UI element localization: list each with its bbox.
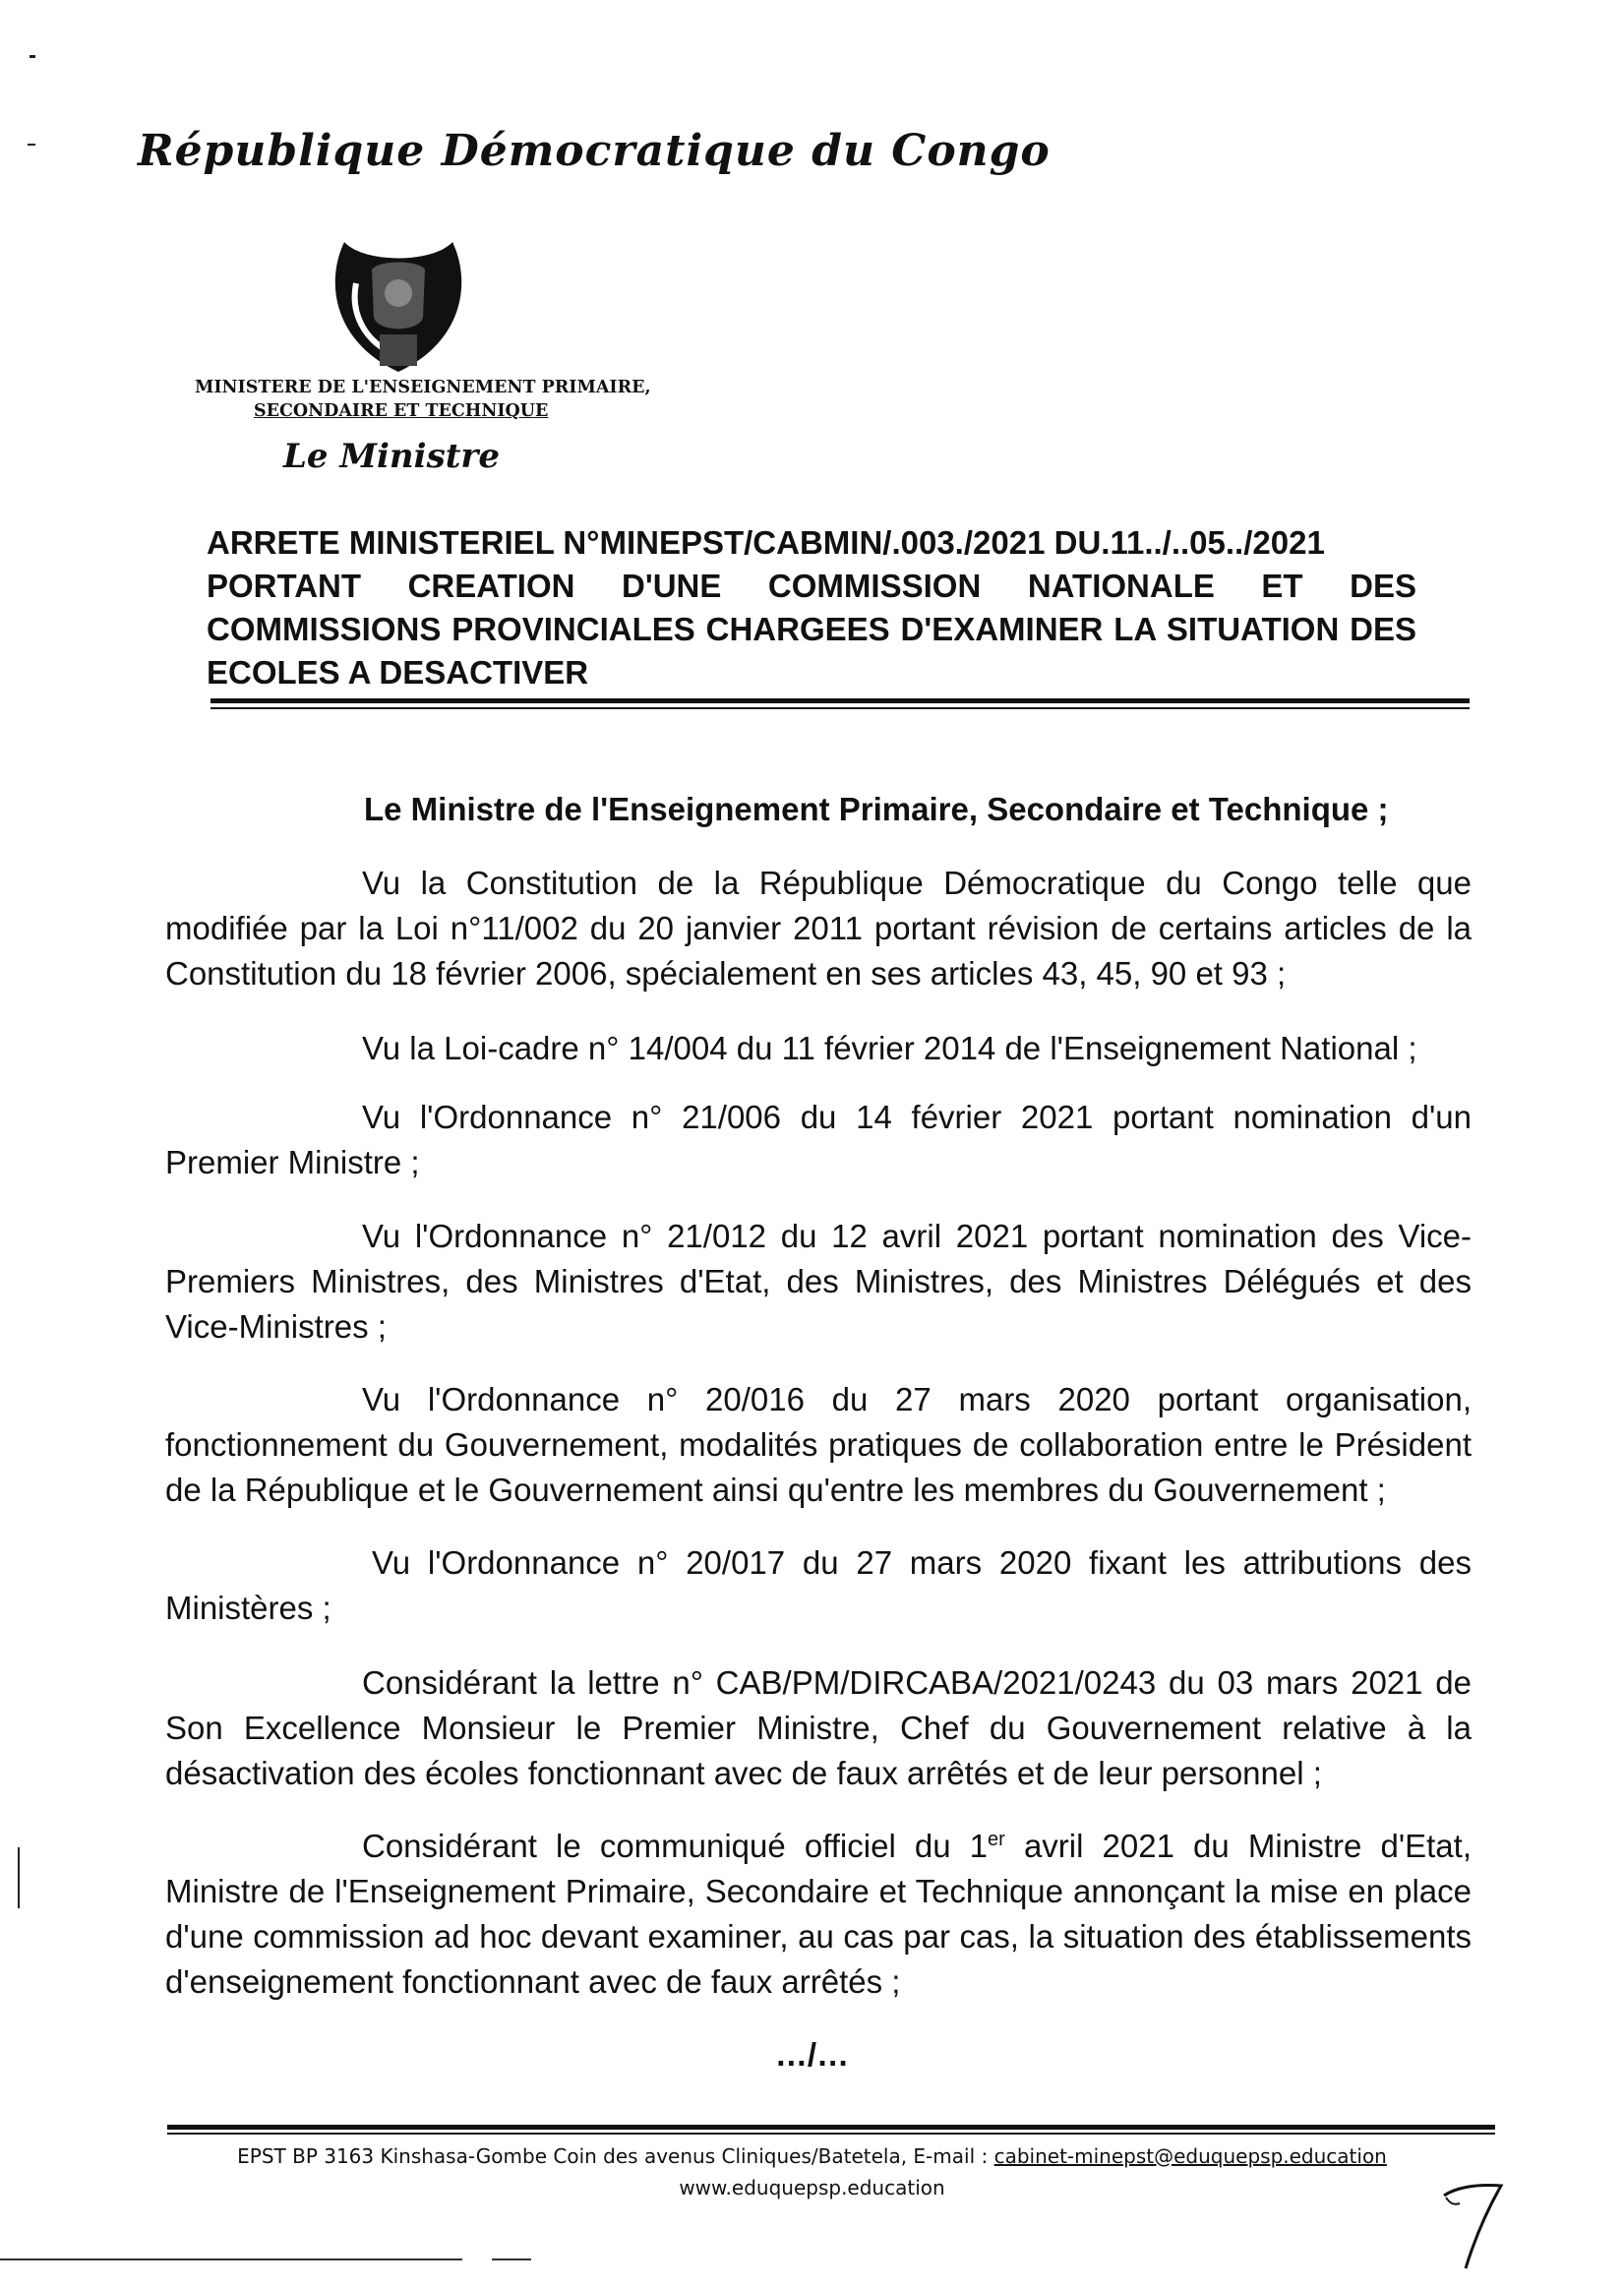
decree-date: DU.11../..05../2021 — [1053, 524, 1325, 561]
scan-speck — [30, 55, 35, 58]
title-divider — [211, 698, 1470, 703]
title-line2: PORTANT CREATION D'UNE COMMISSION NATIONALE ET DES — [207, 568, 1416, 604]
decree-number: ARRETE MINISTERIEL N°MINEPST/CABMIN/.003./2021 — [207, 524, 1046, 561]
drc-coat-of-arms-icon — [325, 224, 472, 377]
scan-edge-line — [0, 2258, 462, 2260]
footer-divider-thin — [167, 2133, 1495, 2135]
ministry-name-line1: MINISTERE DE L'ENSEIGNEMENT PRIMAIRE, — [195, 378, 651, 397]
scan-speck — [18, 1847, 20, 1908]
intro-heading: Le Ministre de l'Enseignement Primaire, Secondaire et Technique ; — [364, 791, 1389, 827]
decree-title — [207, 521, 1416, 694]
footer-address-text: EPST BP 3163 Kinshasa-Gombe Coin des avenus Cliniques/Batetela, E-mail : — [237, 2144, 994, 2168]
paragraph-ordonnance-premier-ministre: Vu l'Ordonnance n° 21/006 du 14 février 2021 portant nomination d'un Premier Ministre ; — [165, 1099, 1472, 1180]
ordinal-superscript: er — [988, 1829, 1005, 1850]
header-country: République Démocratique du Congo — [138, 126, 1051, 176]
paragraph-communique-start: Considérant le communiqué officiel du 1 — [362, 1828, 989, 1864]
scan-speck — [28, 144, 35, 146]
footer-website-link[interactable]: www.eduquepsp.education — [679, 2176, 945, 2199]
ministry-name-line2: SECONDAIRE ET TECHNIQUE — [254, 401, 549, 421]
footer-email-link[interactable]: cabinet-minepst@eduquepsp.education — [993, 2144, 1387, 2168]
handwritten-page-number — [1436, 2174, 1515, 2272]
title-line4: ECOLES A DESACTIVER — [207, 654, 589, 691]
continuation-mark: …/… — [774, 2036, 850, 2073]
paragraph-communique-officiel — [165, 1824, 1472, 2005]
paragraph-lettre-premier-ministre: Considérant la lettre n° CAB/PM/DIRCABA/2021/0243 du 03 mars 2021 de Son Excellence Monsieur le Premier Ministre, Chef du Gouvernement relative à la désactivation des écoles fonctionnant avec de faux arrêtés et de leur personnel ; — [165, 1664, 1472, 1791]
footer-address — [0, 2144, 1624, 2168]
paragraph-communique-rest: avril 2021 du Ministre d'Etat, Ministre de l'Enseignement Primaire, Secondaire et Technique annonçant la mise en place d'une commission ad hoc devant examiner, au cas par cas, la situation des établissements d'enseignement fonctionnant avec de faux arrêtés ; — [165, 1828, 1472, 2000]
title-line1 — [207, 521, 1416, 565]
footer-divider — [167, 2125, 1495, 2130]
paragraph-ordonnance-organisation: Vu l'Ordonnance n° 20/016 du 27 mars 2020 portant organisation, fonctionnement du Gouvernement, modalités pratiques de collaboration entre le Président de la République et le Gouvernement ainsi qu'entre les membres du Gouvernement ; — [165, 1381, 1472, 1508]
paragraph-loi-cadre: Vu la Loi-cadre n° 14/004 du 11 février 2014 de l'Enseignement National ; — [362, 1030, 1417, 1066]
paragraph-ordonnance-attributions: Vu l'Ordonnance n° 20/017 du 27 mars 2020 fixant les attributions des Ministères ; — [165, 1544, 1472, 1626]
paragraph-ordonnance-nomination: Vu l'Ordonnance n° 21/012 du 12 avril 2021 portant nomination des Vice-Premiers Ministres, des Ministres d'Etat, des Ministres, des Ministres Délégués et des Vice-Ministres ; — [165, 1218, 1472, 1345]
title-divider-thin — [211, 707, 1470, 709]
scan-edge-line — [492, 2258, 531, 2260]
paragraph-constitution: Vu la Constitution de la République Démocratique du Congo telle que modifiée par la Loi n°11/002 du 20 janvier 2011 portant révision de certains articles de la Constitution du 18 février 2006, spécialement en ses articles 43, 45, 90 et 93 ; — [165, 865, 1472, 992]
title-line3: COMMISSIONS PROVINCIALES CHARGEES D'EXAMINER LA SITUATION DES — [207, 611, 1416, 647]
minister-signature: Le Ministre — [283, 437, 500, 476]
